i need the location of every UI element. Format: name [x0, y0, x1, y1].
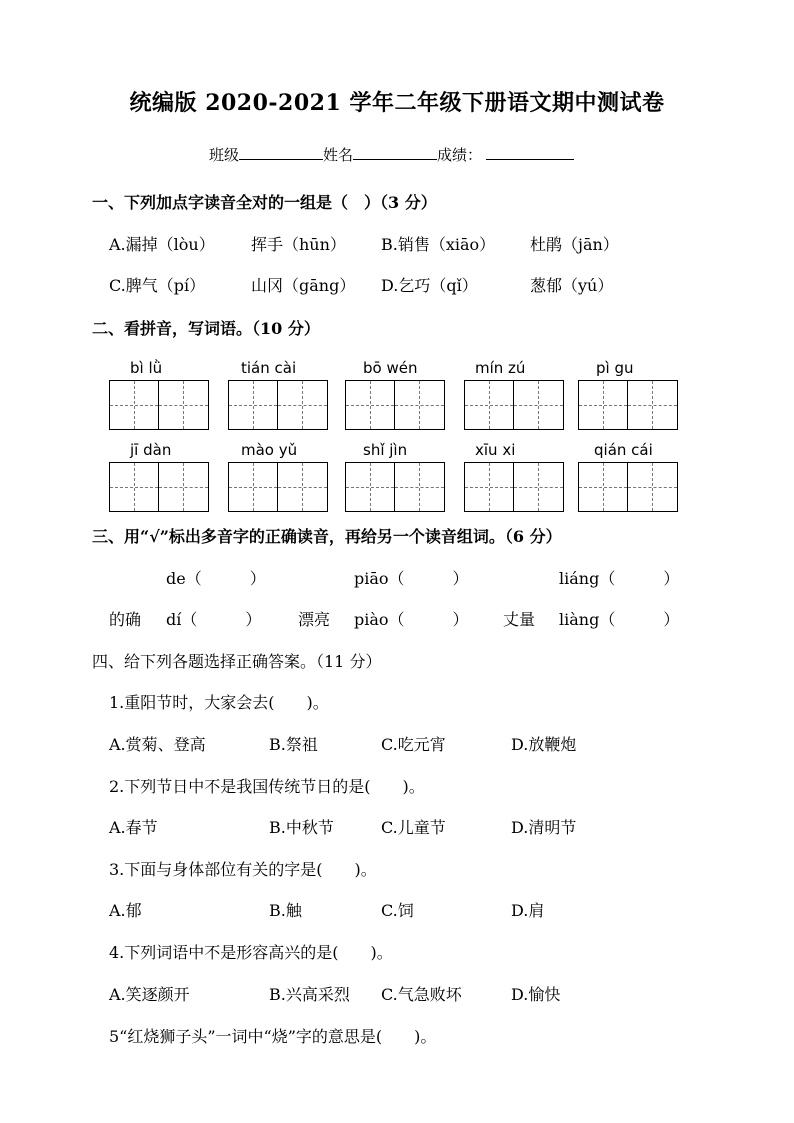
pinyin-label: tián cài	[241, 359, 297, 377]
writing-grid[interactable]	[345, 380, 445, 430]
reading-option: de（ ）	[166, 569, 266, 588]
page-title: 统编版 2020-2021 学年二年级下册语文期中测试卷	[129, 90, 665, 116]
q1-option: 葱郁（yú）	[530, 276, 614, 295]
pinyin-label: mào yǔ	[241, 441, 298, 459]
writing-grid[interactable]	[578, 462, 678, 512]
score-blank[interactable]	[486, 144, 574, 160]
answer-option: C.饲	[381, 901, 414, 920]
score-label: 成绩：	[437, 146, 483, 164]
pinyin-label: pì gu	[596, 359, 634, 377]
answer-option: D.放鞭炮	[511, 735, 577, 754]
pinyin-label: shǐ jìn	[363, 441, 408, 459]
reading-option: liáng（ ）	[559, 569, 680, 588]
answer-option: B.触	[269, 901, 302, 920]
answer-option: A.笑逐颜开	[109, 985, 190, 1004]
pinyin-label: mín zú	[475, 359, 526, 377]
answer-option: C.气急败坏	[381, 985, 462, 1004]
class-blank[interactable]	[239, 144, 323, 160]
q3-heading: 三、用“√”标出多音字的正确读音，再给另一个读音组词。（6 分）	[92, 527, 562, 546]
answer-option: B.祭祖	[269, 735, 318, 754]
q2-heading: 二、看拼音，写词语。（10 分）	[92, 319, 320, 338]
q1-option: A.漏掉（lòu）	[109, 235, 215, 254]
q4-heading: 四、给下列各题选择正确答案。（11 分）	[92, 652, 382, 671]
name-blank[interactable]	[353, 144, 437, 160]
class-label: 班级	[209, 146, 240, 164]
answer-option: B.中秋节	[269, 818, 334, 837]
reading-option: piāo（ ）	[354, 569, 469, 588]
student-info-line	[209, 144, 574, 165]
answer-option: D.肩	[511, 901, 545, 920]
reading-option: liàng（ ）	[559, 610, 680, 629]
reading-option: dí（ ）	[166, 610, 262, 629]
pinyin-label: xīu xi	[475, 441, 516, 459]
q1-option: C.脾气（pí）	[109, 276, 206, 295]
pinyin-label: jī dàn	[130, 441, 172, 459]
question-text: 1.重阳节时，大家会去( )。	[109, 693, 329, 712]
answer-option: A.赏菊、登高	[109, 735, 206, 754]
answer-option: D.愉快	[511, 985, 561, 1004]
writing-grid[interactable]	[228, 380, 328, 430]
polyphone-word: 漂亮	[298, 610, 331, 629]
question-text: 5“红烧狮子头”一词中“烧”字的意思是( )。	[109, 1027, 437, 1046]
q1-option: 杜鹃（jān）	[530, 235, 619, 254]
answer-option: A.郁	[109, 901, 142, 920]
answer-option: D.清明节	[511, 818, 577, 837]
question-text: 2.下列节日中不是我国传统节日的是( )。	[109, 777, 425, 796]
q1-option: 挥手（hūn）	[251, 235, 346, 254]
polyphone-word: 丈量	[503, 610, 536, 629]
writing-grid[interactable]	[345, 462, 445, 512]
pinyin-label: bì lǜ	[130, 359, 163, 377]
reading-option: piào（ ）	[354, 610, 469, 629]
writing-grid[interactable]	[228, 462, 328, 512]
answer-option: C.儿童节	[381, 818, 446, 837]
question-text: 4.下列词语中不是形容高兴的是( )。	[109, 943, 393, 962]
writing-grid[interactable]	[109, 462, 209, 512]
writing-grid[interactable]	[464, 380, 564, 430]
writing-grid[interactable]	[464, 462, 564, 512]
answer-option: B.兴高采烈	[269, 985, 350, 1004]
answer-option: A.春节	[109, 818, 158, 837]
writing-grid[interactable]	[578, 380, 678, 430]
answer-option: C.吃元宵	[381, 735, 446, 754]
q1-option: D.乞巧（qǐ）	[381, 276, 478, 295]
q1-option: 山冈（gāng）	[251, 276, 356, 295]
pinyin-label: bō wén	[363, 359, 418, 377]
name-label: 姓名	[323, 146, 354, 164]
q1-option: B.销售（xiāo）	[381, 235, 496, 254]
writing-grid[interactable]	[109, 380, 209, 430]
question-text: 3.下面与身体部位有关的字是( )。	[109, 860, 377, 879]
polyphone-word: 的确	[109, 610, 142, 629]
q1-heading: 一、下列加点字读音全对的一组是（ ）（3 分）	[92, 193, 437, 212]
pinyin-label: qián cái	[594, 441, 653, 459]
